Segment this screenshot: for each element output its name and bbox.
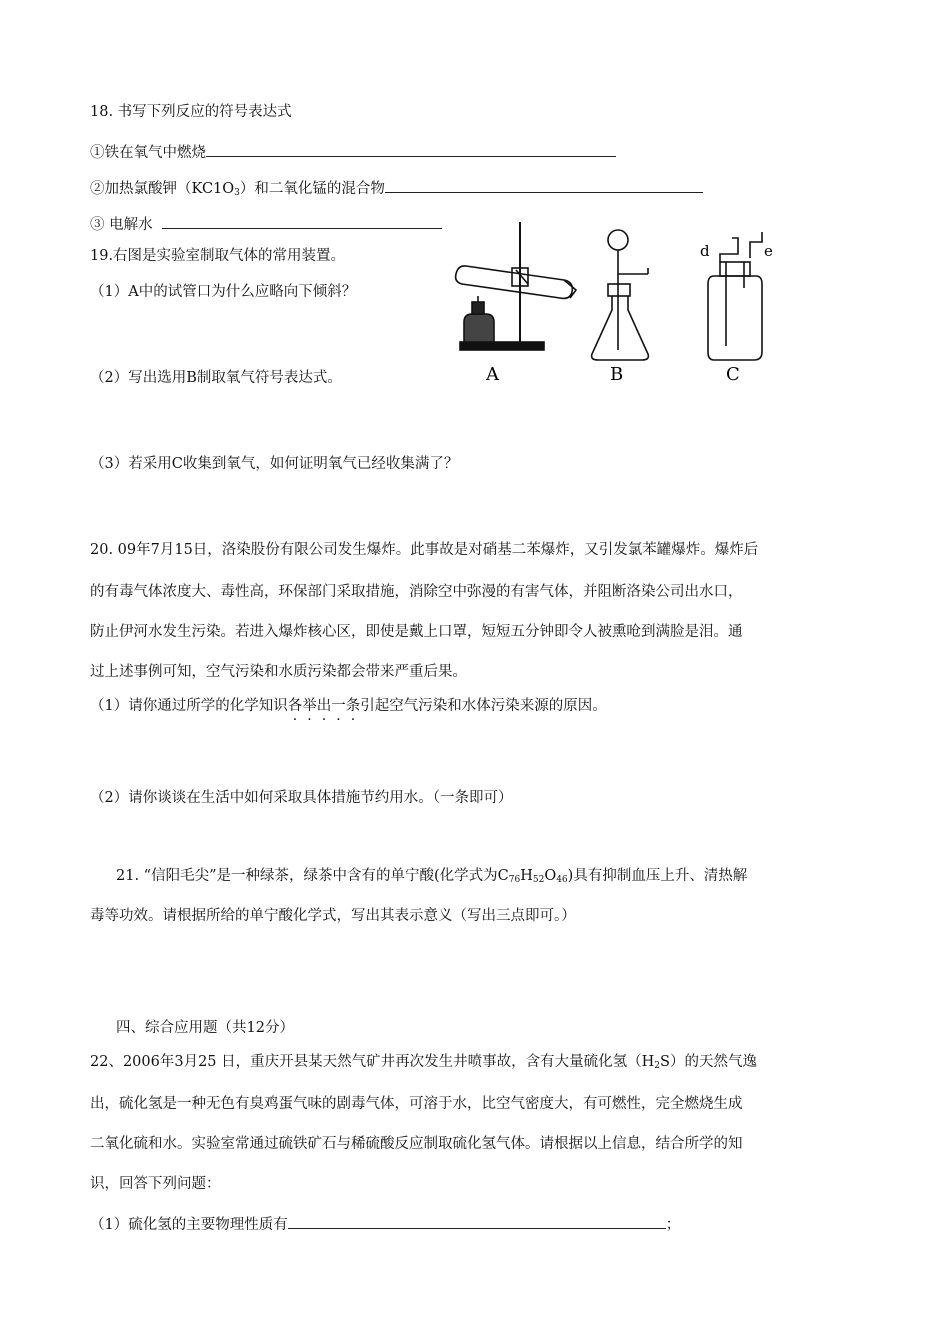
- apparatus-label-a: A: [486, 364, 499, 385]
- emphasis-char: 一: [331, 698, 346, 714]
- q22-line-2: 出，硫化氢是一种无色有臭鸡蛋气味的剧毒气体，可溶于水，比空气密度大，有可燃性，完全燃烧生成: [90, 1096, 743, 1112]
- q18-item-2-text-a: ②加热氯酸钾（KC1O: [90, 181, 235, 197]
- apparatus-label-e: e: [764, 242, 773, 260]
- q18-item-2: [90, 176, 703, 199]
- q20-line-1: 20. 09年7月15日，洛染股份有限公司发生爆炸。此事故是对硝基二苯爆炸，又引发氯苯罐爆炸。爆炸后: [90, 542, 759, 558]
- q21-line-1: [116, 866, 747, 886]
- q21-h: H: [520, 868, 533, 884]
- q22-part-1: [90, 1212, 680, 1235]
- q22-part-1-end: ；: [665, 1217, 681, 1233]
- q20-part-1: [90, 696, 607, 716]
- q21-sub-o: 46: [556, 875, 568, 885]
- q18-item-2-text-b: ）和二氧化锰的混合物: [239, 181, 385, 197]
- apparatus-c-drawing: [708, 232, 762, 360]
- q22-part-1-answer-blank[interactable]: [288, 1212, 666, 1229]
- q22-line-1: [90, 1052, 757, 1072]
- emphasis-char: 出: [316, 698, 332, 714]
- q21-text-b: )具有抑制血压上升、清热解: [567, 868, 748, 884]
- q20-line-3: 防止伊河水发生污染。若进入爆炸核心区，即使是戴上口罩，短短五分钟即令人被熏呛到满脸是泪。通: [90, 624, 743, 640]
- q18-item-3-text: ③ 电解水: [90, 217, 153, 233]
- q21-sub-h: 52: [532, 875, 545, 885]
- q18-item-1-answer-blank[interactable]: [206, 140, 616, 157]
- q22-text-a: 22、2006年3月25 日，重庆开县某天然气矿井再次发生井喷事故，含有大量硫化氢（H: [90, 1054, 655, 1070]
- q20-part-1-text-a: （1）请你通过所学的化学知识: [90, 698, 288, 714]
- q22-part-1-text: （1）硫化氢的主要物理性质有: [90, 1217, 288, 1233]
- q18-title: 18. 书写下列反应的符号表达式: [90, 104, 292, 120]
- q18-item-2-subscript: 3: [234, 188, 240, 198]
- section-4-title: 四、综合应用题（共12分）: [116, 1020, 294, 1036]
- apparatus-label-b: B: [610, 364, 624, 385]
- lab-apparatus-figure: [452, 218, 792, 388]
- emphasis-char: 举: [302, 698, 317, 714]
- q20-line-4: 过上述事例可知，空气污染和水质污染都会带来严重后果。: [90, 664, 467, 680]
- q21-line-2: 毒等功效。请根据所给的单宁酸化学式，写出其表示意义（写出三点即可。）: [90, 908, 576, 924]
- q18-item-3: [90, 212, 442, 235]
- q19-part-1: （1）A中的试管口为什么应略向下倾斜？: [90, 284, 357, 300]
- q18-item-1: [90, 140, 616, 163]
- q21-text-a: 21. “信阳毛尖”是一种绿茶，绿茶中含有的单宁酸(化学式为C: [116, 868, 509, 884]
- q19-part-3: （3）若采用C收集到氧气，如何证明氧气已经收集满了？: [90, 456, 459, 472]
- q20-line-2: 的有毒气体浓度大、毒性高，环保部门采取措施，消除空中弥漫的有害气体，并阻断洛染公司出水口，: [90, 584, 743, 600]
- q19-part-2: （2）写出选用B制取氧气符号表达式。: [90, 370, 342, 386]
- apparatus-label-c: C: [726, 364, 740, 385]
- emphasis-char: 条: [345, 698, 361, 714]
- apparatus-label-d: d: [700, 242, 710, 260]
- q18-item-1-text: ①铁在氧气中燃烧: [90, 145, 206, 161]
- q18-item-2-answer-blank[interactable]: [385, 176, 703, 193]
- q18-item-3-answer-blank[interactable]: [162, 212, 442, 229]
- q20-part-1-text-b: 引起空气污染和水体污染来源的原因。: [360, 698, 607, 714]
- apparatus-a-drawing: [456, 222, 576, 350]
- q20-part-2: （2）请你谈谈在生活中如何采取具体措施节约用水。（一条即可）: [90, 790, 513, 806]
- q19-title: 19.右图是实验室制取气体的常用装置。: [90, 248, 346, 264]
- apparatus-b-drawing: [592, 230, 649, 360]
- q21-o: O: [544, 868, 557, 884]
- q22-text-b: S）的天然气逸: [660, 1054, 757, 1070]
- q22-line-3: 二氧化硫和水。实验室常通过硫铁矿石与稀硫酸反应制取硫化氢气体。请根据以上信息，结合所学的知: [90, 1136, 743, 1152]
- q21-sub-c: 76: [508, 875, 521, 885]
- q22-sub: 2: [654, 1061, 661, 1071]
- q22-line-4: 识，回答下列问题：: [90, 1176, 221, 1192]
- emphasis-char: 各: [287, 698, 303, 714]
